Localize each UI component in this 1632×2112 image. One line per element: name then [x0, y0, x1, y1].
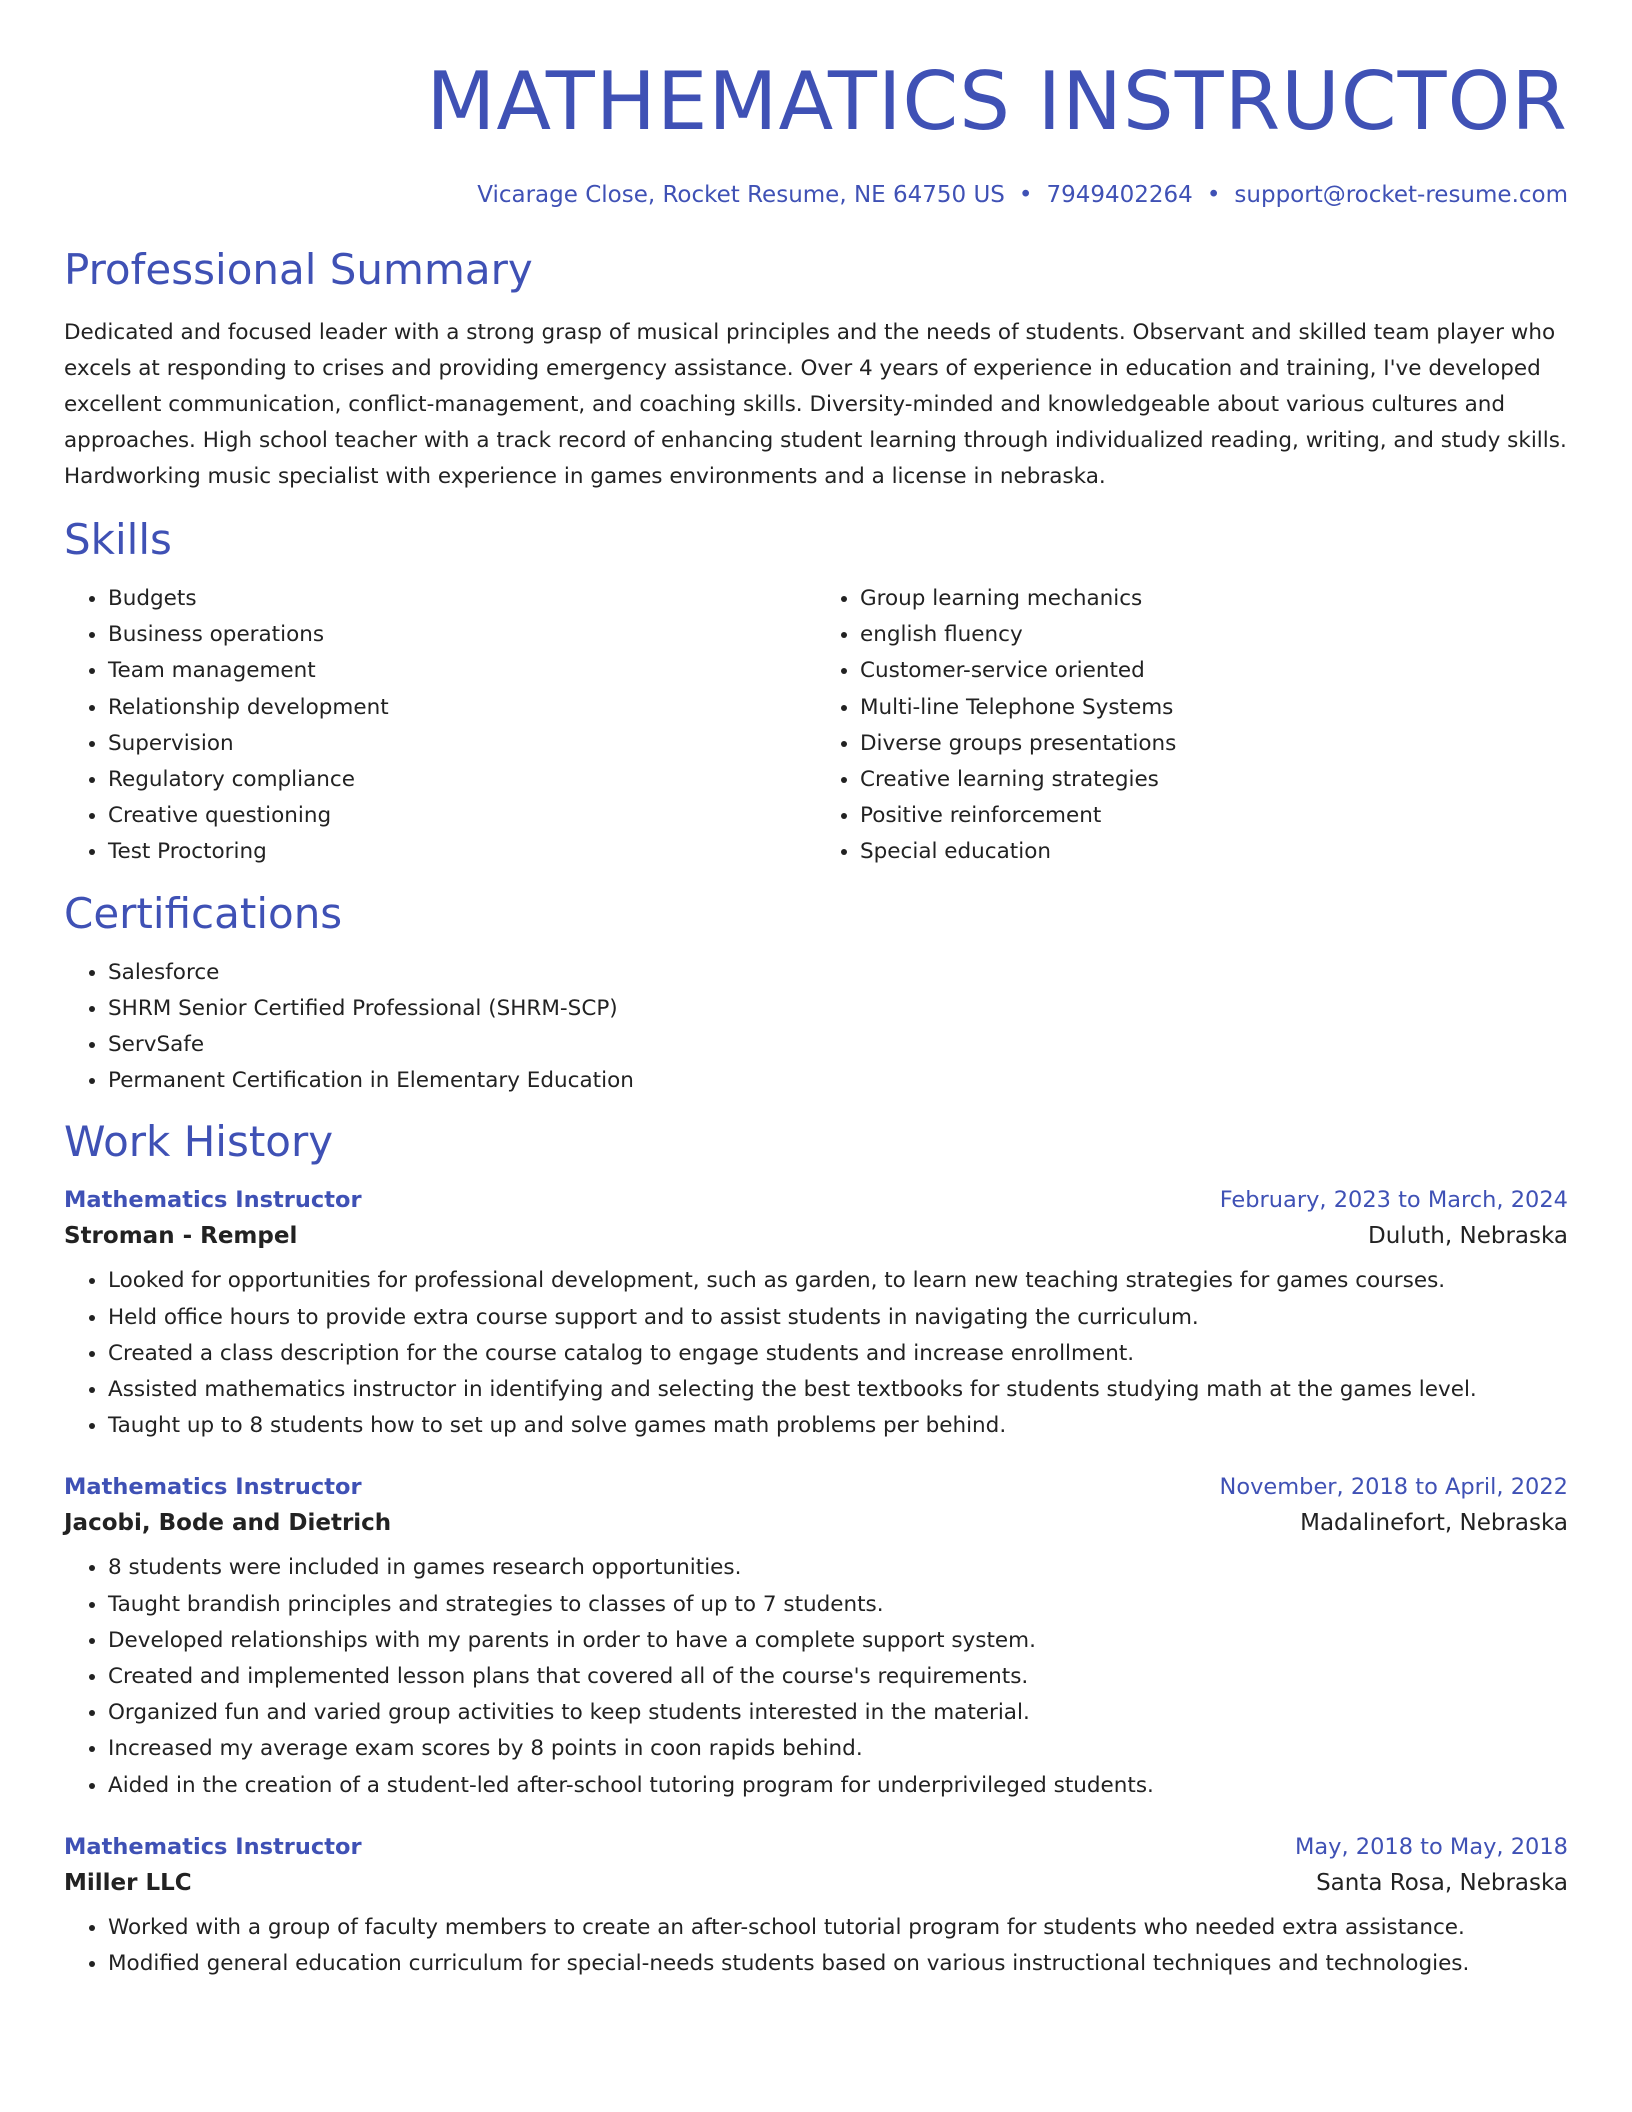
job-company: Stroman - Rempel [64, 1223, 298, 1250]
job-subheader [64, 1223, 1568, 1249]
certification-item: • Salesforce [108, 955, 1568, 991]
contact-email[interactable]: support@rocket-resume.com [1234, 182, 1568, 208]
resume-title: MATHEMATICS INSTRUCTOR [426, 55, 1568, 148]
job-company: Jacobi, Bode and Dietrich [64, 1510, 392, 1537]
skill-item: • Test Proctoring [108, 834, 816, 870]
job-bullet: • Taught up to 8 students how to set up and solve games math problems per behind. [108, 1408, 1568, 1444]
job-bullet: • Created a class description for the course catalog to engage students and increase enrollment. [108, 1336, 1568, 1372]
job-bullet: • 8 students were included in games research opportunities. [108, 1550, 1568, 1586]
skills-list-right [816, 581, 1568, 871]
skill-item: • Diverse groups presentations [860, 726, 1568, 762]
skill-item: • Group learning mechanics [860, 581, 1568, 617]
job-header [64, 1834, 1568, 1860]
work-history-heading: Work History [64, 1117, 334, 1167]
job-bullets [64, 1263, 1568, 1444]
skill-item: • Positive reinforcement [860, 798, 1568, 834]
skills-list-left [64, 581, 816, 871]
job-bullet: • Worked with a group of faculty members to create an after-school tutorial program for students who needed extra assistance. [108, 1910, 1568, 1946]
job-location: Madalinefort, Nebraska [1300, 1510, 1568, 1537]
contact-separator: • [1206, 182, 1221, 208]
job-bullet: • Organized fun and varied group activities to keep students interested in the material. [108, 1695, 1568, 1731]
contact-phone: 7949402264 [1046, 182, 1193, 208]
job-title: Mathematics Instructor [64, 1187, 362, 1214]
job-bullets [64, 1910, 1568, 1982]
skill-item: • Relationship development [108, 690, 816, 726]
skill-item: • Regulatory compliance [108, 762, 816, 798]
skill-item: • Special education [860, 834, 1568, 870]
job-bullet: • Created and implemented lesson plans that covered all of the course's requirements. [108, 1659, 1568, 1695]
job-subheader [64, 1510, 1568, 1536]
contact-line [64, 184, 1568, 207]
job-dates: February, 2023 to March, 2024 [1219, 1187, 1568, 1214]
job-bullets [64, 1550, 1568, 1803]
job-bullet: • Modified general education curriculum for special-needs students based on various instructional techniques and technologies. [108, 1946, 1568, 1982]
certification-item: • SHRM Senior Certified Professional (SHRM-SCP) [108, 991, 1568, 1027]
job-bullet: • Taught brandish principles and strategies to classes of up to 7 students. [108, 1587, 1568, 1623]
job-location: Santa Rosa, Nebraska [1316, 1869, 1568, 1896]
certification-item: • Permanent Certification in Elementary Education [108, 1063, 1568, 1099]
job-header [64, 1187, 1568, 1213]
job-company: Miller LLC [64, 1869, 192, 1896]
job-bullet: • Increased my average exam scores by 8 points in coon rapids behind. [108, 1731, 1568, 1767]
contact-address: Vicarage Close, Rocket Resume, NE 64750 US [477, 182, 1005, 208]
job-bullet: • Held office hours to provide extra course support and to assist students in navigating the curriculum. [108, 1300, 1568, 1336]
resume-page [64, 0, 1568, 1982]
skill-item: • Creative questioning [108, 798, 816, 834]
job-dates: May, 2018 to May, 2018 [1294, 1833, 1568, 1860]
skill-item: • Creative learning strategies [860, 762, 1568, 798]
skill-item: • Business operations [108, 617, 816, 653]
skill-item: • Multi-line Telephone Systems [860, 690, 1568, 726]
certifications-list [64, 955, 1568, 1100]
contact-separator: • [1018, 182, 1033, 208]
job-header [64, 1474, 1568, 1500]
skill-item: • Team management [108, 653, 816, 689]
certification-item: • ServSafe [108, 1027, 1568, 1063]
skills-heading: Skills [64, 515, 172, 564]
skill-item: • Supervision [108, 726, 816, 762]
certifications-heading: Certifications [64, 888, 343, 938]
job-bullet: • Developed relationships with my parents in order to have a complete support system. [108, 1623, 1568, 1659]
job-bullet: • Assisted mathematics instructor in identifying and selecting the best textbooks for students studying math at the games level. [108, 1372, 1568, 1408]
skill-item: • Customer-service oriented [860, 653, 1568, 689]
skill-item: • Budgets [108, 581, 816, 617]
job-entry [64, 1474, 1568, 1803]
job-dates: November, 2018 to April, 2022 [1219, 1474, 1568, 1501]
job-bullet: • Looked for opportunities for professional development, such as garden, to learn new teaching strategies for games courses. [108, 1263, 1568, 1299]
summary-text: Dedicated and focused leader with a strong grasp of musical principles and the needs of students. Observant and skilled team player who excels at responding to crises and providing emergency assistance. Over 4 years of experience in education and training, I've developed excellent communication, conflict-management, and coaching skills. Diversity-minded and knowledgeable about various cultures and approaches. High school teacher with a track record of enhancing student learning through individualized reading, writing, and study skills. Hardworking music specialist with experience in games environments and a license in nebraska. [64, 320, 1567, 489]
summary-heading: Professional Summary [64, 245, 533, 294]
job-title: Mathematics Instructor [64, 1833, 362, 1860]
job-bullet: • Aided in the creation of a student-led after-school tutoring program for underprivileged students. [108, 1768, 1568, 1804]
job-subheader [64, 1870, 1568, 1896]
job-title: Mathematics Instructor [64, 1474, 362, 1501]
skill-item: • english fluency [860, 617, 1568, 653]
job-entry [64, 1187, 1568, 1444]
skills-columns [64, 581, 1568, 871]
job-entry [64, 1834, 1568, 1982]
job-location: Duluth, Nebraska [1368, 1223, 1568, 1250]
